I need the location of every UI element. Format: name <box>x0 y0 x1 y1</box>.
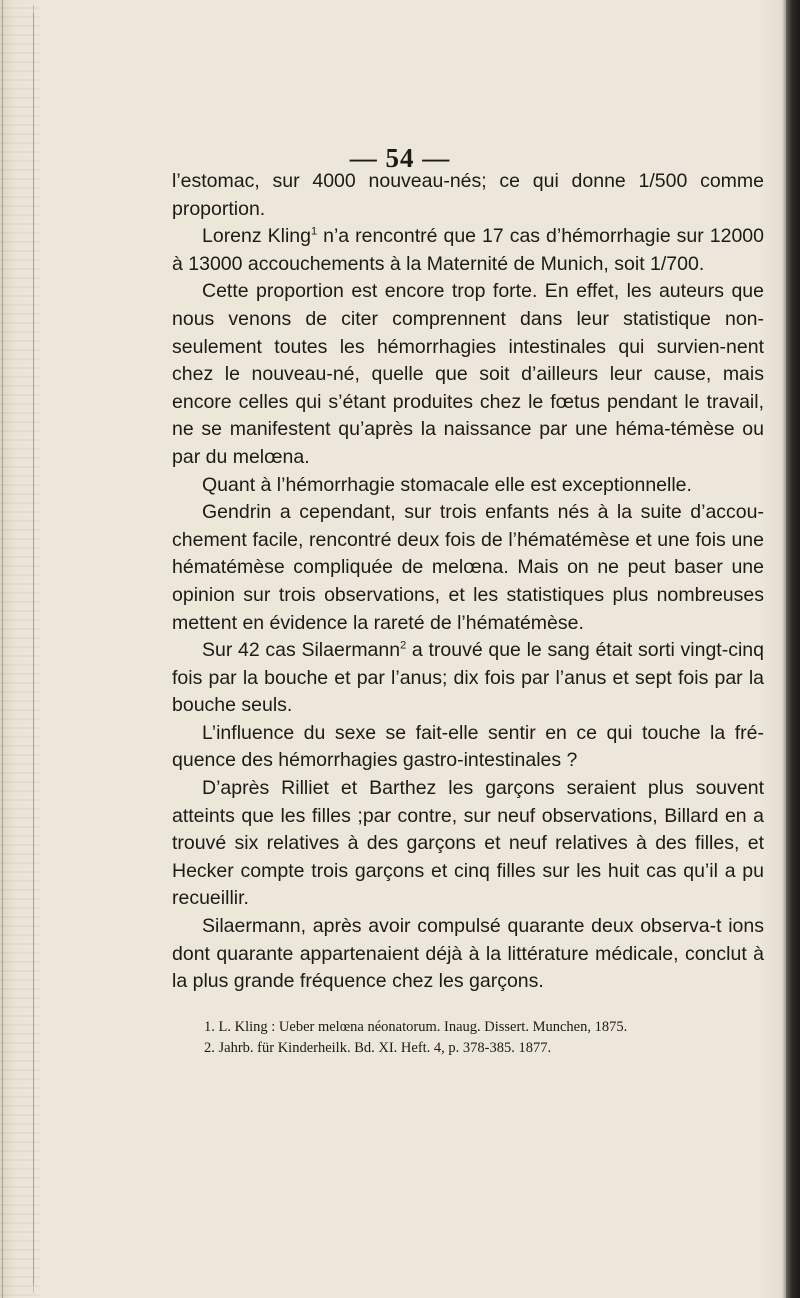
paragraph-6 <box>172 637 764 720</box>
paragraph-7: L’influence du sexe se fait-elle sentir en ce qui touche la fré-quence des hémorrhagies gastro-intestinales ? <box>172 721 764 772</box>
paragraph-6-after: a trouvé que le sang était sorti vingt-cinq fois par la bouche et par l’anus; dix fois par l’anus et sept fois par la bouche seuls. <box>172 639 764 717</box>
footnote-ref-1: 1 <box>310 225 318 238</box>
paragraph-6-before: Sur 42 cas Silaermann <box>202 639 401 662</box>
footnote-2: 2. Jahrb. für Kinderheilk. Bd. XI. Heft. 4, p. 378-385. 1877. <box>204 1040 552 1056</box>
page-binding-lines <box>2 0 33 1298</box>
footnotes <box>204 1017 764 1059</box>
page-right-shadow <box>786 0 800 1298</box>
footnote-1: 1. L. Kling : Ueber melœna néonatorum. Inaug. Dissert. Munchen, 1875. <box>204 1019 628 1035</box>
paragraph-4: Quant à l’hémorrhagie stomacale elle est exceptionnelle. <box>202 473 692 496</box>
body-text <box>172 168 764 996</box>
paragraph-8: D’après Rilliet et Barthez les garçons seraient plus souvent atteints que les filles ;par contre, sur neuf observations, Billard en a trouvé six relatives à des garçons et neuf relatives à des filles, et Hecker compte trois garçons et cinq filles sur les huit cas qu’il a pu recueillir. <box>172 777 764 910</box>
paragraph-3: Cette proportion est encore trop forte. En effet, les auteurs que nous venons de citer comprennent dans leur statistique non-seulement toutes les hémorrhagies intestinales qui survien-nent chez le nouveau-né, quelle que soit d’ailleurs leur cause, mais encore celles qui s’étant produites chez le fœtus pendant le travail, ne se manifestent qu’après la naissance par une héma-témèse ou par du melœna. <box>172 280 764 468</box>
paragraph-2-before: Lorenz Kling <box>202 225 311 248</box>
paragraph-1: l’estomac, sur 4000 nouveau-nés; ce qui donne 1/500 comme proportion. <box>172 170 764 220</box>
page-number: — 54 — <box>349 143 451 173</box>
paragraph-2-after: n’a rencontré que 17 cas d’hémorrhagie sur 12000 à 13000 accouchements à la Maternité de Munich, soit 1/700. <box>172 225 764 275</box>
paragraph-9: Silaermann, après avoir compulsé quarante deux observa-t ions dont quarante appartenaient déjà à la littérature médicale, conclut à la plus grande fréquence chez les garçons. <box>172 915 764 993</box>
paragraph-2 <box>172 223 764 278</box>
footnote-ref-2: 2 <box>400 639 407 652</box>
paragraph-5: Gendrin a cependant, sur trois enfants nés à la suite d’accou-chement facile, rencontré deux fois de l’hématémèse et une fois une hématémèse compliquée de melœna. Mais on ne peut baser une opinion sur trois observations, et les statistiques plus nombreuses mettent en évidence la rareté de l’hématémèse. <box>172 501 764 634</box>
